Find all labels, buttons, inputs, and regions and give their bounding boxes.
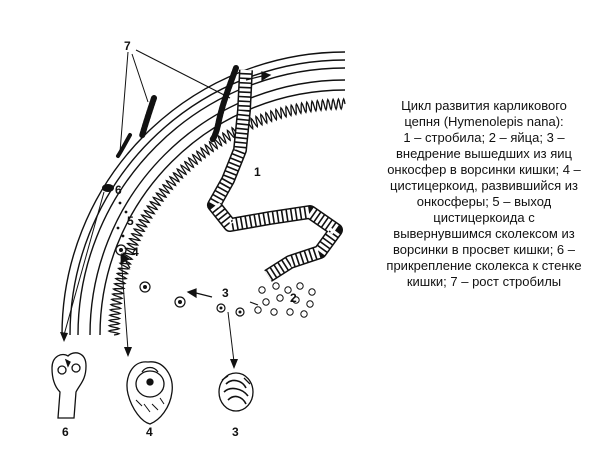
egg [307, 301, 313, 307]
figure-caption [368, 98, 600, 290]
cysticercoid-core-2 [143, 285, 147, 289]
particle [122, 235, 125, 238]
egg [271, 309, 277, 315]
scolex-blob [102, 184, 114, 192]
caption-line: онкосфер в ворсинки кишки; 4 – [387, 162, 581, 177]
arrow-line [250, 302, 258, 305]
sucker-2 [72, 364, 80, 372]
pointer-7b [132, 54, 148, 102]
label-3: 3 [222, 286, 229, 300]
particle [117, 227, 120, 230]
caption-line: онкосферы; 5 – выход [416, 194, 552, 209]
caption-line: цепня (Hymenolepis nana): [404, 114, 564, 129]
pointer-7c [136, 50, 230, 98]
attached-scolex [102, 184, 114, 192]
label-4: 4 [132, 245, 139, 259]
wall-outer-layer-1 [62, 52, 345, 335]
oncosphere-core-1 [220, 307, 223, 310]
label-6: 6 [115, 183, 122, 197]
pointer-3-head [230, 359, 238, 369]
detail-oncosphere [219, 373, 253, 411]
strobila-young-2 [142, 98, 154, 136]
label-2: 2 [290, 291, 297, 305]
label-bottom-3: 3 [232, 425, 239, 439]
caption-line: Цикл развития карликового [401, 98, 567, 113]
egg [273, 283, 279, 289]
wall-outer-layer-2 [70, 60, 345, 335]
figure-labels [62, 39, 297, 439]
particle [125, 211, 128, 214]
caption-line: прикрепление сколекса к стенке [386, 258, 582, 273]
label-bottom-4: 4 [146, 425, 153, 439]
pointer-6-head [60, 332, 68, 342]
cysticercoid-center [147, 379, 153, 385]
caption-line: цистицеркоида с [433, 210, 535, 225]
detail-cysticercoid [127, 362, 172, 424]
sucker-1 [58, 366, 66, 374]
egg [255, 307, 261, 313]
label-1: 1 [254, 165, 261, 179]
pointer-4-head [124, 347, 132, 357]
caption-line: 1 – стробила; 2 – яйца; 3 – [403, 130, 565, 145]
egg [301, 311, 307, 317]
egg [297, 283, 303, 289]
oncosphere-core-2 [239, 311, 242, 314]
cysticercoid-core-3 [178, 300, 182, 304]
eggs-cluster [255, 283, 315, 317]
label-bottom-6: 6 [62, 425, 69, 439]
pointer-3 [228, 312, 234, 362]
caption-line: ворсинки в просвет кишки; 6 – [393, 242, 575, 257]
caption-line: вывернувшимся сколексом из [393, 226, 575, 241]
egg [263, 299, 269, 305]
egg [287, 309, 293, 315]
arrow-line [196, 293, 212, 297]
label-7: 7 [124, 39, 131, 53]
egg [277, 295, 283, 301]
caption-line: внедрение вышедших из яиц [396, 146, 572, 161]
particle [119, 202, 122, 205]
caption-line: цистицеркоид, развившийся из [390, 178, 578, 193]
caption-line: кишки; 7 – рост стробилы [406, 274, 562, 289]
egg [259, 287, 265, 293]
cysticercoid-core-1 [119, 248, 123, 252]
intestine-wall [62, 52, 345, 335]
pointer-6 [64, 192, 104, 335]
detail-scolex [52, 353, 86, 418]
arrow-head [188, 289, 196, 297]
label-5: 5 [127, 214, 134, 228]
egg [309, 289, 315, 295]
